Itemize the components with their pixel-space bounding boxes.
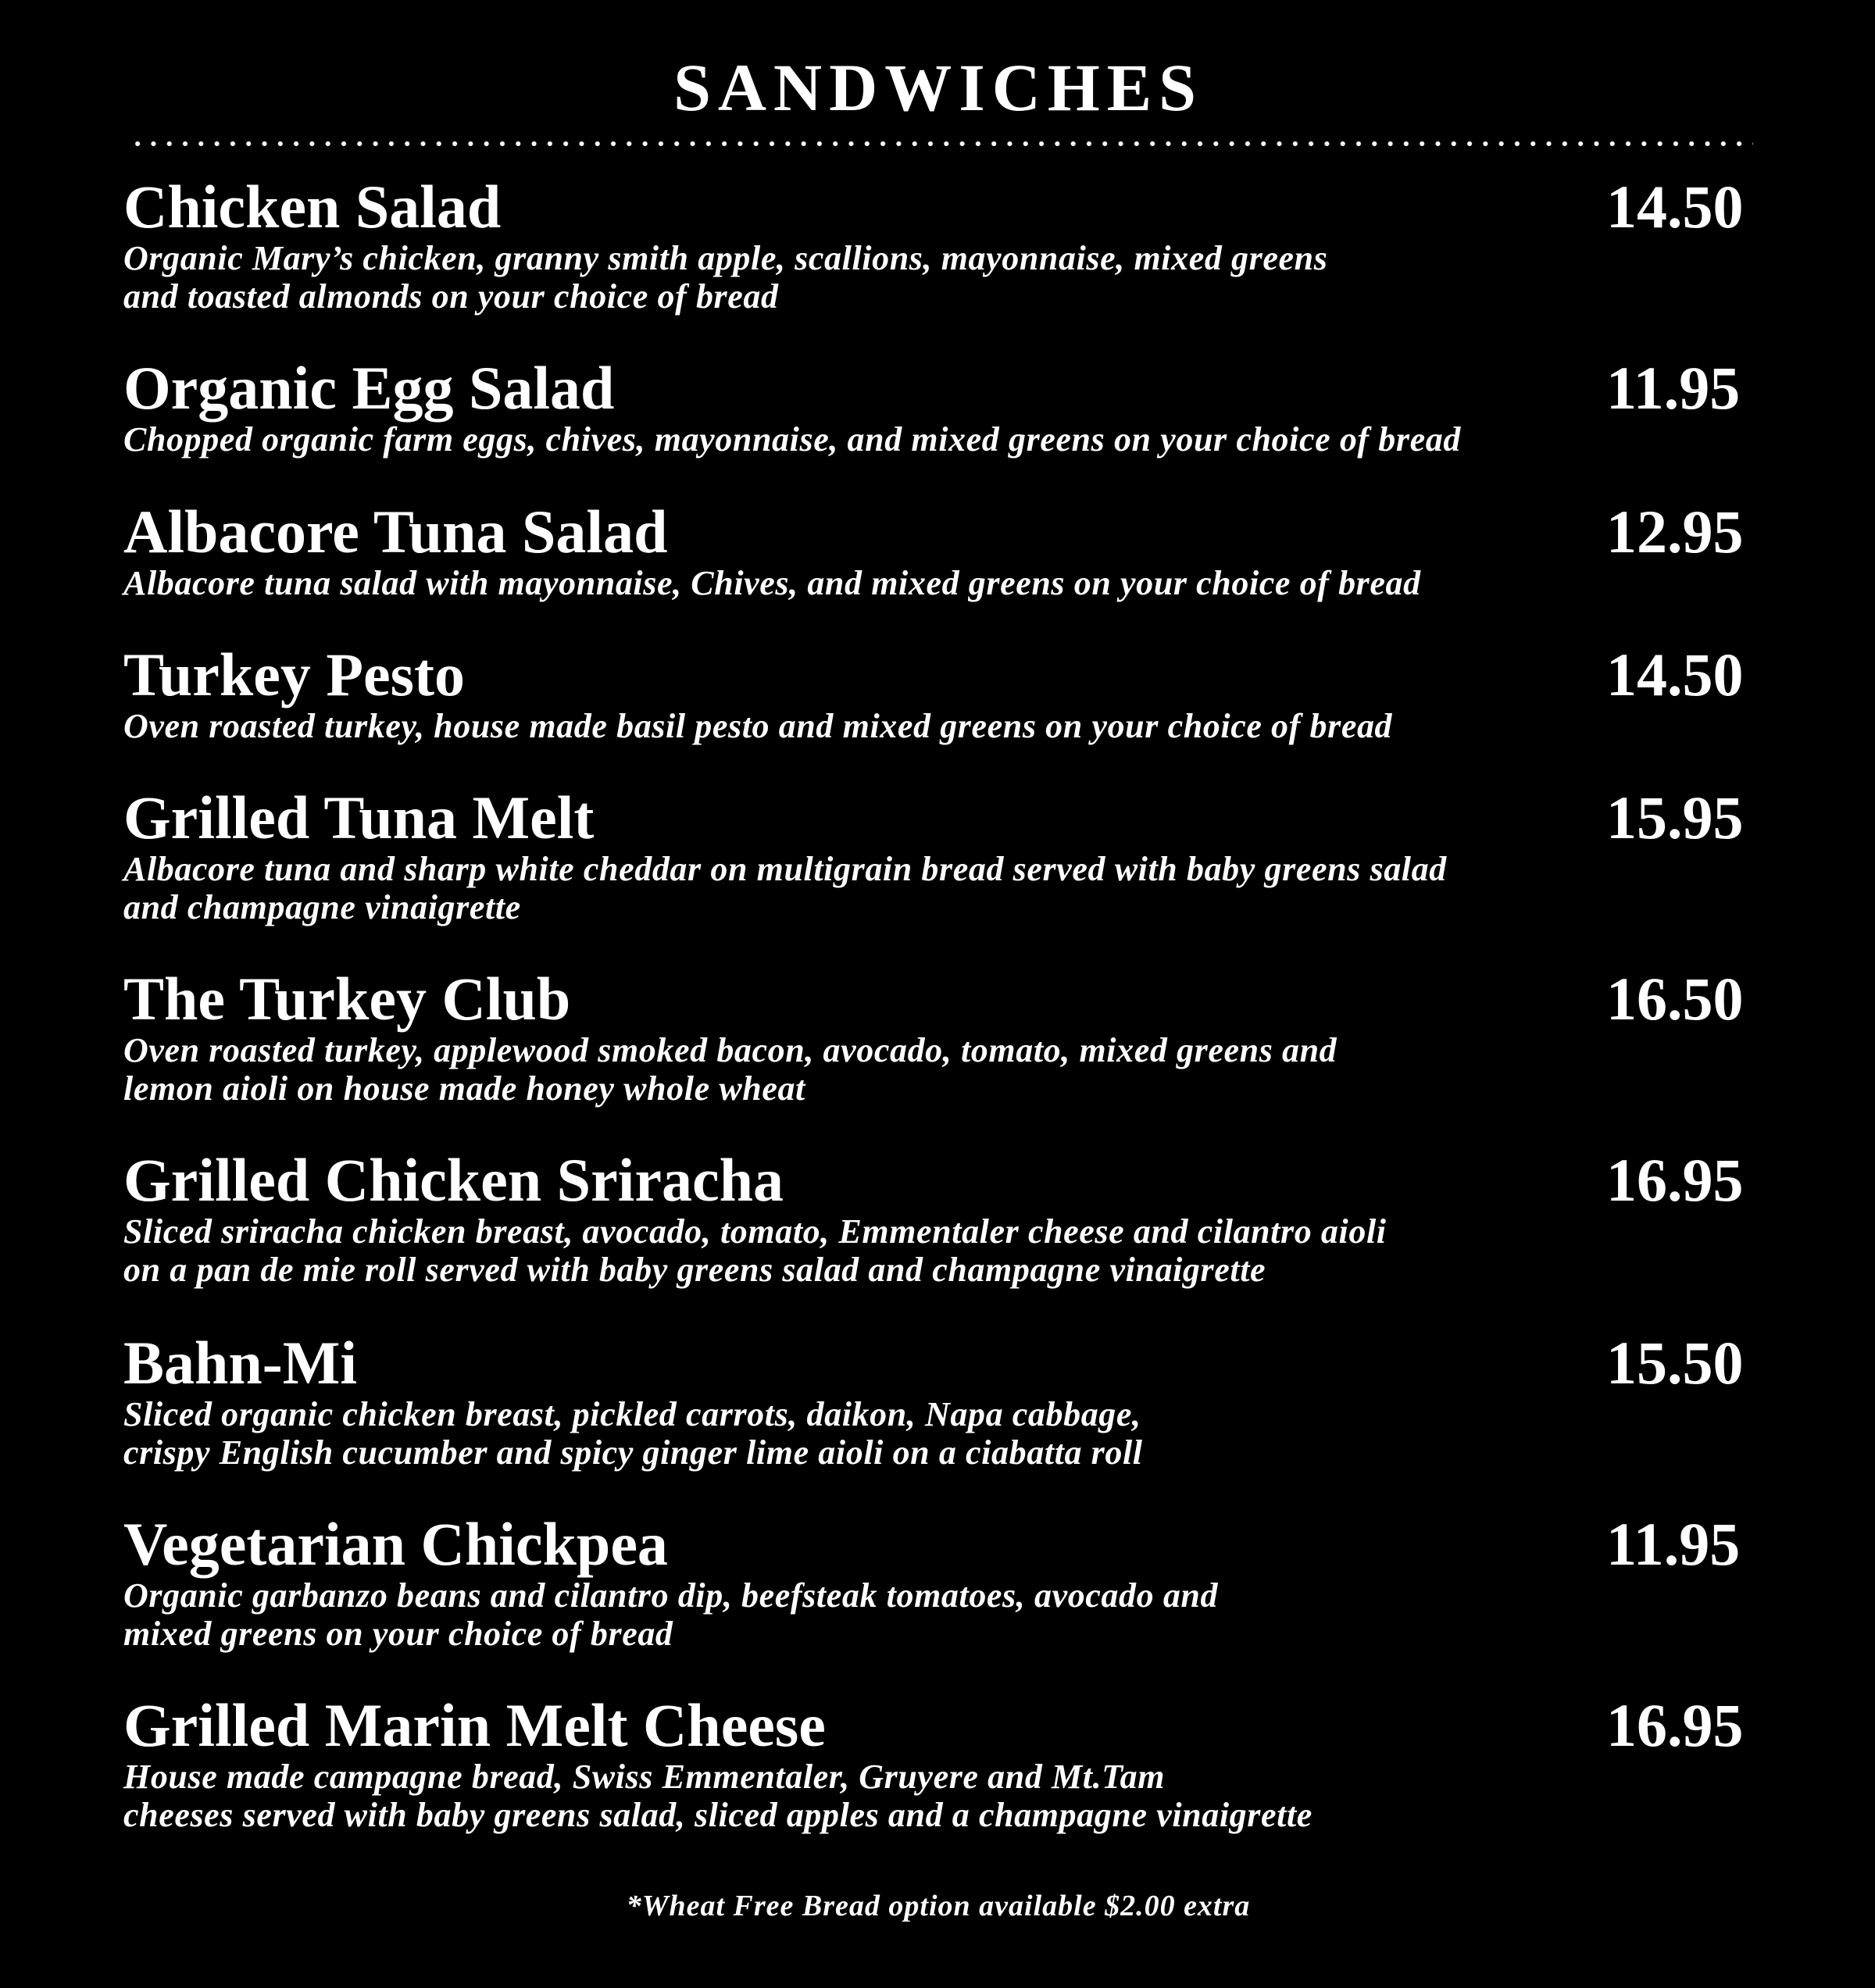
item-price: 14.50 [1606,173,1744,241]
menu-title: SANDWICHES [673,50,1203,125]
item-description-line: Chopped organic farm eggs, chives, mayonnaise, and mixed greens on your choice of bread [123,420,1461,459]
item-name: Vegetarian Chickpea [123,1510,668,1578]
item-price: 12.95 [1606,498,1744,566]
item-description-line: Oven roasted turkey, applewood smoked bacon, avocado, tomato, mixed greens and [123,1031,1338,1069]
item-description-line: cheeses served with baby greens salad, sliced apples and a champagne vinaigrette [123,1796,1312,1834]
item-description [123,564,1686,602]
item-description-line: and champagne vinaigrette [123,888,521,926]
item-description [123,850,1686,926]
item-name: Chicken Salad [123,173,502,241]
item-price: 16.95 [1606,1146,1744,1214]
dotted-divider [130,139,1753,148]
item-description-line: crispy English cucumber and spicy ginger lime aioli on a ciabatta roll [123,1433,1143,1472]
item-description [123,1212,1686,1289]
item-description-line: Albacore tuna and sharp white cheddar on multigrain bread served with baby greens salad [123,850,1447,888]
item-description [123,707,1686,745]
item-name: Grilled Marin Melt Cheese [123,1691,826,1759]
item-name: Organic Egg Salad [123,354,615,422]
item-name: Grilled Chicken Sriracha [123,1146,784,1214]
item-description-line: on a pan de mie roll served with baby greens salad and champagne vinaigrette [123,1251,1266,1289]
item-description-line: lemon aioli on house made honey whole wheat [123,1069,805,1108]
item-description-line: mixed greens on your choice of bread [123,1615,673,1653]
item-description [123,1576,1686,1653]
item-price: 16.50 [1606,965,1744,1033]
item-name: Albacore Tuna Salad [123,498,668,566]
item-description [123,420,1686,459]
item-description-line: Albacore tuna salad with mayonnaise, Chives, and mixed greens on your choice of bread [123,564,1421,602]
item-price: 15.50 [1606,1329,1744,1397]
item-name: The Turkey Club [123,965,571,1033]
item-price: 15.95 [1606,783,1744,851]
item-description-line: Oven roasted turkey, house made basil pesto and mixed greens on your choice of bread [123,707,1393,745]
item-description-line: Sliced organic chicken breast, pickled carrots, daikon, Napa cabbage, [123,1395,1141,1433]
item-price: 11.95 [1606,1510,1741,1578]
item-description-line: and toasted almonds on your choice of bread [123,277,779,316]
item-price: 11.95 [1606,354,1741,422]
wheat-free-footnote: *Wheat Free Bread option available $2.00 extra [626,1890,1251,1922]
item-price: 14.50 [1606,641,1744,708]
item-description-line: Organic Mary’s chicken, granny smith apple, scallions, mayonnaise, mixed greens [123,239,1328,277]
item-description-line: Sliced sriracha chicken breast, avocado, tomato, Emmentaler cheese and cilantro aioli [123,1212,1387,1251]
item-name: Bahn-Mi [123,1329,358,1397]
item-description-line: House made campagne bread, Swiss Emmentaler, Gruyere and Mt.Tam [123,1758,1166,1796]
item-description [123,239,1686,316]
item-name: Turkey Pesto [123,641,465,708]
item-price: 16.95 [1606,1691,1744,1759]
item-description [123,1758,1686,1834]
item-name: Grilled Tuna Melt [123,783,595,851]
item-description [123,1031,1686,1108]
item-description-line: Organic garbanzo beans and cilantro dip, beefsteak tomatoes, avocado and [123,1576,1219,1615]
item-description [123,1395,1686,1472]
